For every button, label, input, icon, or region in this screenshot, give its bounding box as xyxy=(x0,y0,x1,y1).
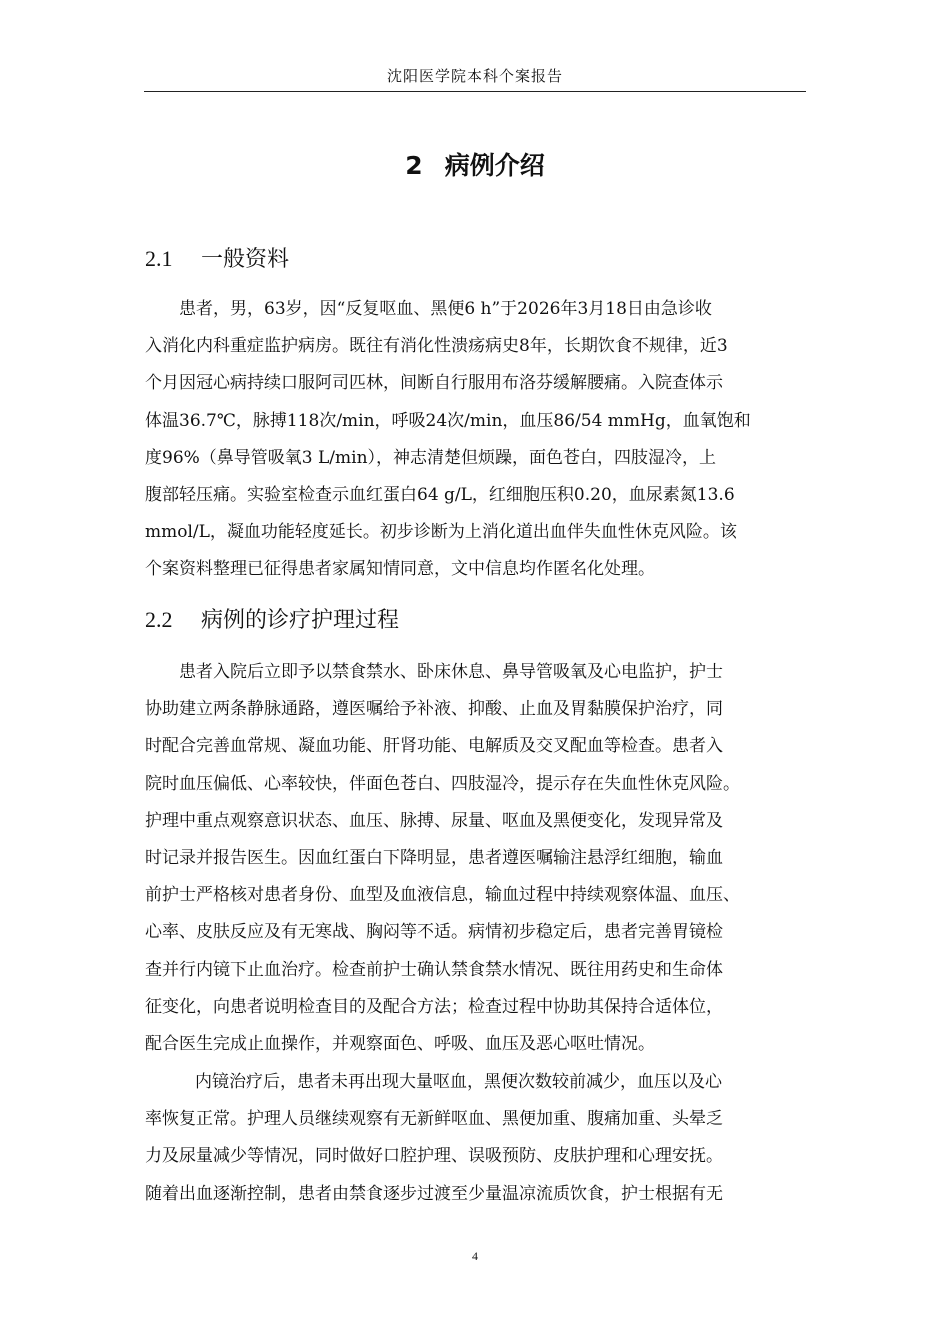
treatment-paragraph-1 xyxy=(145,654,807,1063)
paragraph-line: 时记录并报告医生。因血红蛋白下降明显，患者遵医嘱输注悬浮红细胞，输血 xyxy=(145,847,723,868)
paragraph-line: 率恢复正常。护理人员继续观察有无新鲜呕血、黑便加重、腹痛加重、头晕乏 xyxy=(145,1109,723,1130)
paragraph-line: 个案资料整理已征得患者家属知情同意，文中信息均作匿名化处理。 xyxy=(145,559,655,580)
header-divider xyxy=(144,91,806,92)
paragraph-line: mmol/L，凝血功能轻度延长。初步诊断为上消化道出血伴失血性休克风险。该 xyxy=(145,522,737,543)
paragraph-line: 前护士严格核对患者身份、血型及血液信息，输血过程中持续观察体温、血压、 xyxy=(145,885,740,906)
section-title: 一般资料 xyxy=(201,247,290,272)
paragraph-line: 力及尿量减少等情况，同时做好口腔护理、误吸预防、皮肤护理和心理安抚。 xyxy=(145,1146,723,1167)
chapter-heading xyxy=(144,148,806,184)
paragraph-line: 协助建立两条静脉通路，遵医嘱给予补液、抑酸、止血及胃黏膜保护治疗，同 xyxy=(145,699,723,720)
section-number: 2.2 xyxy=(145,607,173,632)
chapter-title: 病例介绍 xyxy=(444,151,545,180)
page-number: 4 xyxy=(472,1249,478,1263)
section-title: 病例的诊疗护理过程 xyxy=(201,608,400,633)
paragraph-line: 内镜治疗后，患者未再出现大量呕血，黑便次数较前减少，血压以及心 xyxy=(195,1072,722,1092)
paragraph-line: 度96%（鼻导管吸氧3 L/min），神志清楚但烦躁，面色苍白，四肢湿冷，上 xyxy=(145,447,717,468)
paragraph-line: 院时血压偏低、心率较快，伴面色苍白、四肢湿冷，提示存在失血性休克风险。 xyxy=(145,773,740,794)
section-number: 2.1 xyxy=(145,246,173,271)
section-heading-2-2 xyxy=(145,605,399,636)
paragraph-line: 个月因冠心病持续口服阿司匹林，间断自行服用布洛芬缓解腰痛。入院查体示 xyxy=(145,373,723,394)
paragraph-line: 查并行内镜下止血治疗。检查前护士确认禁食禁水情况、既往用药史和生命体 xyxy=(145,959,723,980)
paragraph-line: 配合医生完成止血操作，并观察面色、呼吸、血压及恶心呕吐情况。 xyxy=(145,1033,655,1054)
paragraph-line: 入消化内科重症监护病房。既往有消化性溃疡病史8年，长期饮食不规律，近3 xyxy=(145,336,728,357)
paragraph-line: 随着出血逐渐控制，患者由禁食逐步过渡至少量温凉流质饮食，护士根据有无 xyxy=(145,1183,723,1204)
chapter-number: 2 xyxy=(405,151,423,180)
paragraph-line: 心率、皮肤反应及有无寒战、胸闷等不适。病情初步稳定后，患者完善胃镜检 xyxy=(145,922,723,943)
paragraph-line: 患者入院后立即予以禁食禁水、卧床休息、鼻导管吸氧及心电监护，护士 xyxy=(179,662,723,682)
section-heading-2-1 xyxy=(145,244,289,275)
paragraph-line: 时配合完善血常规、凝血功能、肝肾功能、电解质及交叉配血等检查。患者入 xyxy=(145,736,723,757)
paragraph-line: 患者，男，63岁，因“反复呕血、黑便6 h”于2026年3月18日由急诊收 xyxy=(179,299,712,319)
paragraph-line: 腹部轻压痛。实验室检查示血红蛋白64 g/L，红细胞压积0.20，血尿素氮13.6 xyxy=(145,484,735,505)
paragraph-line: 体温36.7℃，脉搏118次/min，呼吸24次/min，血压86/54 mmHg，血氧饱和 xyxy=(145,410,751,431)
treatment-paragraph-2 xyxy=(145,1064,807,1213)
general-info-paragraph xyxy=(145,291,807,589)
paragraph-line: 护理中重点观察意识状态、血压、脉搏、尿量、呕血及黑便变化，发现异常及 xyxy=(145,810,723,831)
page-header-title: 沈阳医学院本科个案报告 xyxy=(386,67,563,85)
paragraph-line: 征变化，向患者说明检查目的及配合方法；检查过程中协助其保持合适体位， xyxy=(145,996,723,1017)
